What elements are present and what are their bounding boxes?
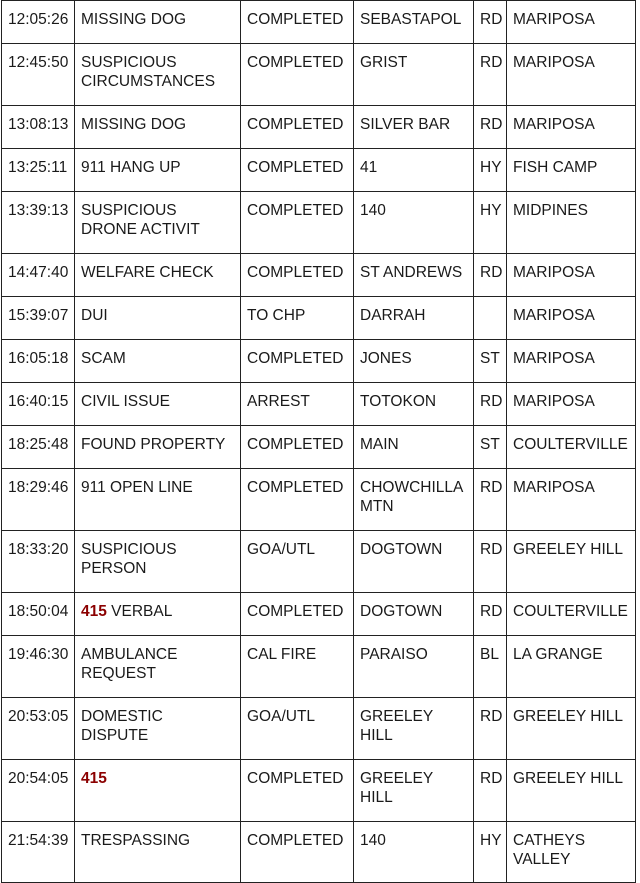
city-cell: MARIPOSA: [507, 44, 636, 106]
incident-type: DUI: [81, 307, 108, 324]
time-cell: 21:54:39: [2, 822, 75, 883]
disposition-cell: TO CHP: [241, 297, 354, 340]
street-cell: 140: [354, 192, 474, 254]
street-cell: PARAISO: [354, 636, 474, 698]
city-cell: CATHEYS VALLEY: [507, 822, 636, 883]
street-cell: CHOWCHILLA MTN: [354, 469, 474, 531]
street-suffix-cell: RD: [474, 106, 507, 149]
table-row: [2, 106, 636, 149]
city-cell: MARIPOSA: [507, 254, 636, 297]
table-row: [2, 698, 636, 760]
incident-type: SCAM: [81, 350, 126, 367]
incident-type: 911 OPEN LINE: [81, 479, 193, 496]
incident-code: 415: [81, 770, 107, 787]
call-log-table: [1, 0, 636, 883]
table-row: [2, 426, 636, 469]
street-suffix-cell: RD: [474, 593, 507, 636]
time-cell: 13:39:13: [2, 192, 75, 254]
street-cell: TOTOKON: [354, 383, 474, 426]
street-cell: DOGTOWN: [354, 593, 474, 636]
street-cell: ST ANDREWS: [354, 254, 474, 297]
disposition-cell: COMPLETED: [241, 106, 354, 149]
table-row: [2, 254, 636, 297]
disposition-cell: COMPLETED: [241, 822, 354, 883]
disposition-cell: COMPLETED: [241, 469, 354, 531]
street-suffix-cell: ST: [474, 426, 507, 469]
street-suffix-cell: [474, 297, 507, 340]
time-cell: 15:39:07: [2, 297, 75, 340]
incident-cell: [75, 383, 241, 426]
city-cell: GREELEY HILL: [507, 531, 636, 593]
street-cell: GRIST: [354, 44, 474, 106]
table-row: [2, 340, 636, 383]
street-cell: 140: [354, 822, 474, 883]
time-cell: 18:25:48: [2, 426, 75, 469]
street-suffix-cell: RD: [474, 254, 507, 297]
city-cell: LA GRANGE: [507, 636, 636, 698]
incident-cell: [75, 636, 241, 698]
incident-cell: [75, 254, 241, 297]
incident-cell: [75, 426, 241, 469]
city-cell: MARIPOSA: [507, 1, 636, 44]
street-cell: SEBASTAPOL: [354, 1, 474, 44]
incident-type: VERBAL: [106, 603, 173, 620]
incident-type: SUSPICIOUS DRONE ACTIVIT: [81, 202, 200, 238]
street-suffix-cell: RD: [474, 44, 507, 106]
time-cell: 13:25:11: [2, 149, 75, 192]
disposition-cell: COMPLETED: [241, 44, 354, 106]
incident-cell: [75, 149, 241, 192]
incident-cell: [75, 469, 241, 531]
time-cell: 20:53:05: [2, 698, 75, 760]
time-cell: 16:05:18: [2, 340, 75, 383]
call-log-body: [2, 1, 636, 883]
incident-cell: [75, 340, 241, 383]
table-row: [2, 297, 636, 340]
street-suffix-cell: RD: [474, 760, 507, 822]
disposition-cell: COMPLETED: [241, 1, 354, 44]
street-cell: DARRAH: [354, 297, 474, 340]
incident-cell: [75, 760, 241, 822]
disposition-cell: COMPLETED: [241, 192, 354, 254]
city-cell: GREELEY HILL: [507, 698, 636, 760]
incident-type: SUSPICIOUS CIRCUMSTANCES: [81, 54, 216, 90]
city-cell: MARIPOSA: [507, 106, 636, 149]
disposition-cell: GOA/UTL: [241, 698, 354, 760]
incident-type: 911 HANG UP: [81, 159, 181, 176]
incident-cell: [75, 106, 241, 149]
incident-cell: [75, 698, 241, 760]
time-cell: 12:05:26: [2, 1, 75, 44]
table-row: [2, 149, 636, 192]
table-row: [2, 1, 636, 44]
incident-cell: [75, 531, 241, 593]
time-cell: 16:40:15: [2, 383, 75, 426]
time-cell: 18:50:04: [2, 593, 75, 636]
street-suffix-cell: HY: [474, 822, 507, 883]
incident-type: AMBULANCE REQUEST: [81, 646, 178, 682]
street-suffix-cell: RD: [474, 383, 507, 426]
incident-type: WELFARE CHECK: [81, 264, 214, 281]
disposition-cell: COMPLETED: [241, 426, 354, 469]
time-cell: 14:47:40: [2, 254, 75, 297]
table-row: [2, 44, 636, 106]
incident-cell: [75, 297, 241, 340]
table-row: [2, 636, 636, 698]
street-cell: JONES: [354, 340, 474, 383]
city-cell: MARIPOSA: [507, 297, 636, 340]
city-cell: FISH CAMP: [507, 149, 636, 192]
time-cell: 18:29:46: [2, 469, 75, 531]
incident-type: MISSING DOG: [81, 116, 187, 133]
street-cell: GREELEY HILL: [354, 698, 474, 760]
incident-cell: [75, 593, 241, 636]
incident-type: CIVIL ISSUE: [81, 393, 171, 410]
incident-type: TRESPASSING: [81, 832, 191, 849]
street-suffix-cell: RD: [474, 698, 507, 760]
street-suffix-cell: RD: [474, 469, 507, 531]
incident-cell: [75, 44, 241, 106]
table-row: [2, 192, 636, 254]
table-row: [2, 760, 636, 822]
table-row: [2, 822, 636, 883]
city-cell: COULTERVILLE: [507, 593, 636, 636]
street-cell: MAIN: [354, 426, 474, 469]
city-cell: MARIPOSA: [507, 340, 636, 383]
incident-cell: [75, 1, 241, 44]
time-cell: 18:33:20: [2, 531, 75, 593]
city-cell: GREELEY HILL: [507, 760, 636, 822]
disposition-cell: COMPLETED: [241, 340, 354, 383]
time-cell: 19:46:30: [2, 636, 75, 698]
street-cell: 41: [354, 149, 474, 192]
disposition-cell: COMPLETED: [241, 593, 354, 636]
street-cell: SILVER BAR: [354, 106, 474, 149]
table-row: [2, 383, 636, 426]
city-cell: COULTERVILLE: [507, 426, 636, 469]
disposition-cell: GOA/UTL: [241, 531, 354, 593]
table-row: [2, 593, 636, 636]
street-suffix-cell: ST: [474, 340, 507, 383]
street-cell: DOGTOWN: [354, 531, 474, 593]
time-cell: 20:54:05: [2, 760, 75, 822]
incident-cell: [75, 822, 241, 883]
disposition-cell: CAL FIRE: [241, 636, 354, 698]
incident-type: DOMESTIC DISPUTE: [81, 708, 163, 744]
time-cell: 12:45:50: [2, 44, 75, 106]
incident-code: 415: [81, 603, 107, 620]
city-cell: MARIPOSA: [507, 383, 636, 426]
incident-type: SUSPICIOUS PERSON: [81, 541, 177, 577]
street-suffix-cell: RD: [474, 531, 507, 593]
disposition-cell: COMPLETED: [241, 254, 354, 297]
disposition-cell: COMPLETED: [241, 149, 354, 192]
incident-type: MISSING DOG: [81, 11, 187, 28]
time-cell: 13:08:13: [2, 106, 75, 149]
street-suffix-cell: BL: [474, 636, 507, 698]
disposition-cell: COMPLETED: [241, 760, 354, 822]
street-suffix-cell: HY: [474, 149, 507, 192]
street-suffix-cell: HY: [474, 192, 507, 254]
table-row: [2, 469, 636, 531]
incident-cell: [75, 192, 241, 254]
city-cell: MARIPOSA: [507, 469, 636, 531]
incident-type: FOUND PROPERTY: [81, 436, 226, 453]
table-row: [2, 531, 636, 593]
street-cell: GREELEY HILL: [354, 760, 474, 822]
disposition-cell: ARREST: [241, 383, 354, 426]
street-suffix-cell: RD: [474, 1, 507, 44]
city-cell: MIDPINES: [507, 192, 636, 254]
